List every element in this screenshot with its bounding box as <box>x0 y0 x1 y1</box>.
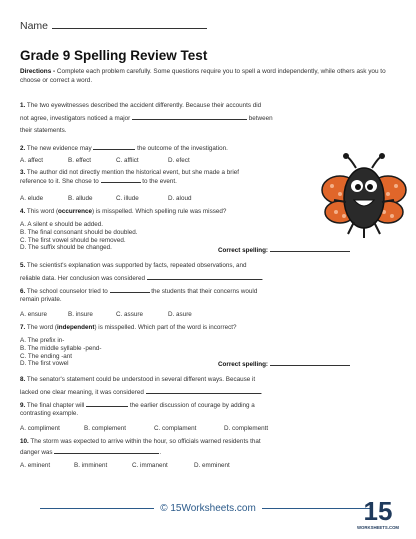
answer-blank[interactable] <box>132 114 247 120</box>
question-9: 9. The final chapter will the earlier discussion of courage by adding a contrasting example. <box>20 402 255 418</box>
question-3-options <box>20 195 191 202</box>
question-2-options <box>20 157 190 164</box>
option[interactable]: B. allude <box>68 195 93 202</box>
option[interactable]: C. afflict <box>116 157 139 164</box>
option[interactable]: D. complementt <box>224 425 269 432</box>
correct-spelling-field: Correct spelling: <box>218 246 350 254</box>
footer-copyright: © 15Worksheets.com <box>0 503 416 514</box>
option[interactable]: B. imminent <box>74 462 108 469</box>
question-6: 6. The school counselor tried to the students that their concerns would remain private. <box>20 288 258 304</box>
option[interactable]: D. emminent <box>194 462 230 469</box>
correct-spelling-blank[interactable] <box>270 246 350 252</box>
question-4: 4. This word (occurrence) is misspelled. Which spelling rule was missed? <box>20 208 227 215</box>
option[interactable]: C. The first vowel should be removed. <box>20 236 126 244</box>
question-2: 2. The new evidence may the outcome of the investigation. <box>20 145 228 152</box>
logo-number: 15 <box>363 496 393 526</box>
option[interactable]: C. The ending -ant <box>20 352 73 360</box>
option[interactable]: A. compliment <box>20 425 60 432</box>
option[interactable]: B. The middle syllable -pend- <box>20 344 102 352</box>
option[interactable]: D. efect <box>168 157 190 164</box>
question-7-options <box>20 337 101 368</box>
question-10-options <box>20 462 230 469</box>
question-7: 7. The word (independent) is misspelled. Which part of the word is incorrect? <box>20 324 237 331</box>
name-line[interactable] <box>52 20 207 29</box>
option[interactable]: D. aloud <box>168 195 192 202</box>
directions <box>20 68 398 85</box>
misspelled-word: occurrence <box>58 208 92 215</box>
option[interactable]: D. The first vowel <box>20 360 69 368</box>
answer-blank[interactable] <box>93 144 135 150</box>
answer-blank[interactable] <box>54 448 159 454</box>
question-6-options <box>20 311 192 318</box>
option[interactable]: B. The final consonant should be doubled. <box>20 228 138 236</box>
answer-blank[interactable] <box>146 388 261 394</box>
option[interactable]: C. illude <box>116 195 139 202</box>
misspelled-word: independent <box>57 324 95 331</box>
name-label: Name <box>20 20 49 32</box>
option[interactable]: D. asure <box>168 311 192 318</box>
correct-spelling-field: Correct spelling: <box>218 360 350 368</box>
name-field[interactable] <box>20 20 207 32</box>
directions-text: Complete each problem carefully. Some questions require you to spell a word independently, while others ask you to choose or correct a word. <box>20 68 386 84</box>
option[interactable]: C. immanent <box>132 462 168 469</box>
question-5: 5. The scientist's explanation was supported by facts, repeated observations, and reliable data. Her conclusion was considered . <box>20 262 264 282</box>
question-4-options <box>20 221 138 252</box>
option[interactable]: A. The prefix in- <box>20 337 65 344</box>
option[interactable]: D. The suffix should be changed. <box>20 244 112 252</box>
option[interactable]: A. eminent <box>20 462 51 469</box>
option[interactable]: B. effect <box>68 157 91 164</box>
answer-blank[interactable] <box>147 274 262 280</box>
logo <box>356 492 400 532</box>
answer-blank[interactable] <box>86 401 128 407</box>
question-3: 3. The author did not directly mention the historical event, but she made a brief reference to it. She chose to to the event. <box>20 169 240 186</box>
option[interactable]: A. affect <box>20 157 43 164</box>
question-10: 10. The storm was expected to arrive within the hour, so officials warned residents that danger was . <box>20 438 261 457</box>
option[interactable]: C. assure <box>116 311 143 318</box>
answer-blank[interactable] <box>101 177 141 183</box>
logo-text: WORKSHEETS.COM <box>356 525 400 530</box>
correct-spelling-blank[interactable] <box>270 360 350 366</box>
question-9-options <box>20 425 268 432</box>
option[interactable]: C. complament <box>154 425 197 432</box>
option[interactable]: A. A silent e should be added. <box>20 221 103 228</box>
page-title: Grade 9 Spelling Review Test <box>20 48 208 63</box>
directions-label: Directions - <box>20 68 56 75</box>
option[interactable]: A. ensure <box>20 311 47 318</box>
bee-character-icon <box>318 150 410 242</box>
option[interactable]: B. insure <box>68 311 93 318</box>
option[interactable]: B. complement <box>84 425 126 432</box>
option[interactable]: A. elude <box>20 195 44 202</box>
question-8: 8. The senator's statement could be understood in several different ways. Because it lacked one clear meaning, it was considered . <box>20 376 263 396</box>
question-1: 1. The two eyewitnesses described the accident differently. Because their accounts did not agree, investigators noticed a major between their statements. <box>20 102 273 134</box>
answer-blank[interactable] <box>110 287 150 293</box>
